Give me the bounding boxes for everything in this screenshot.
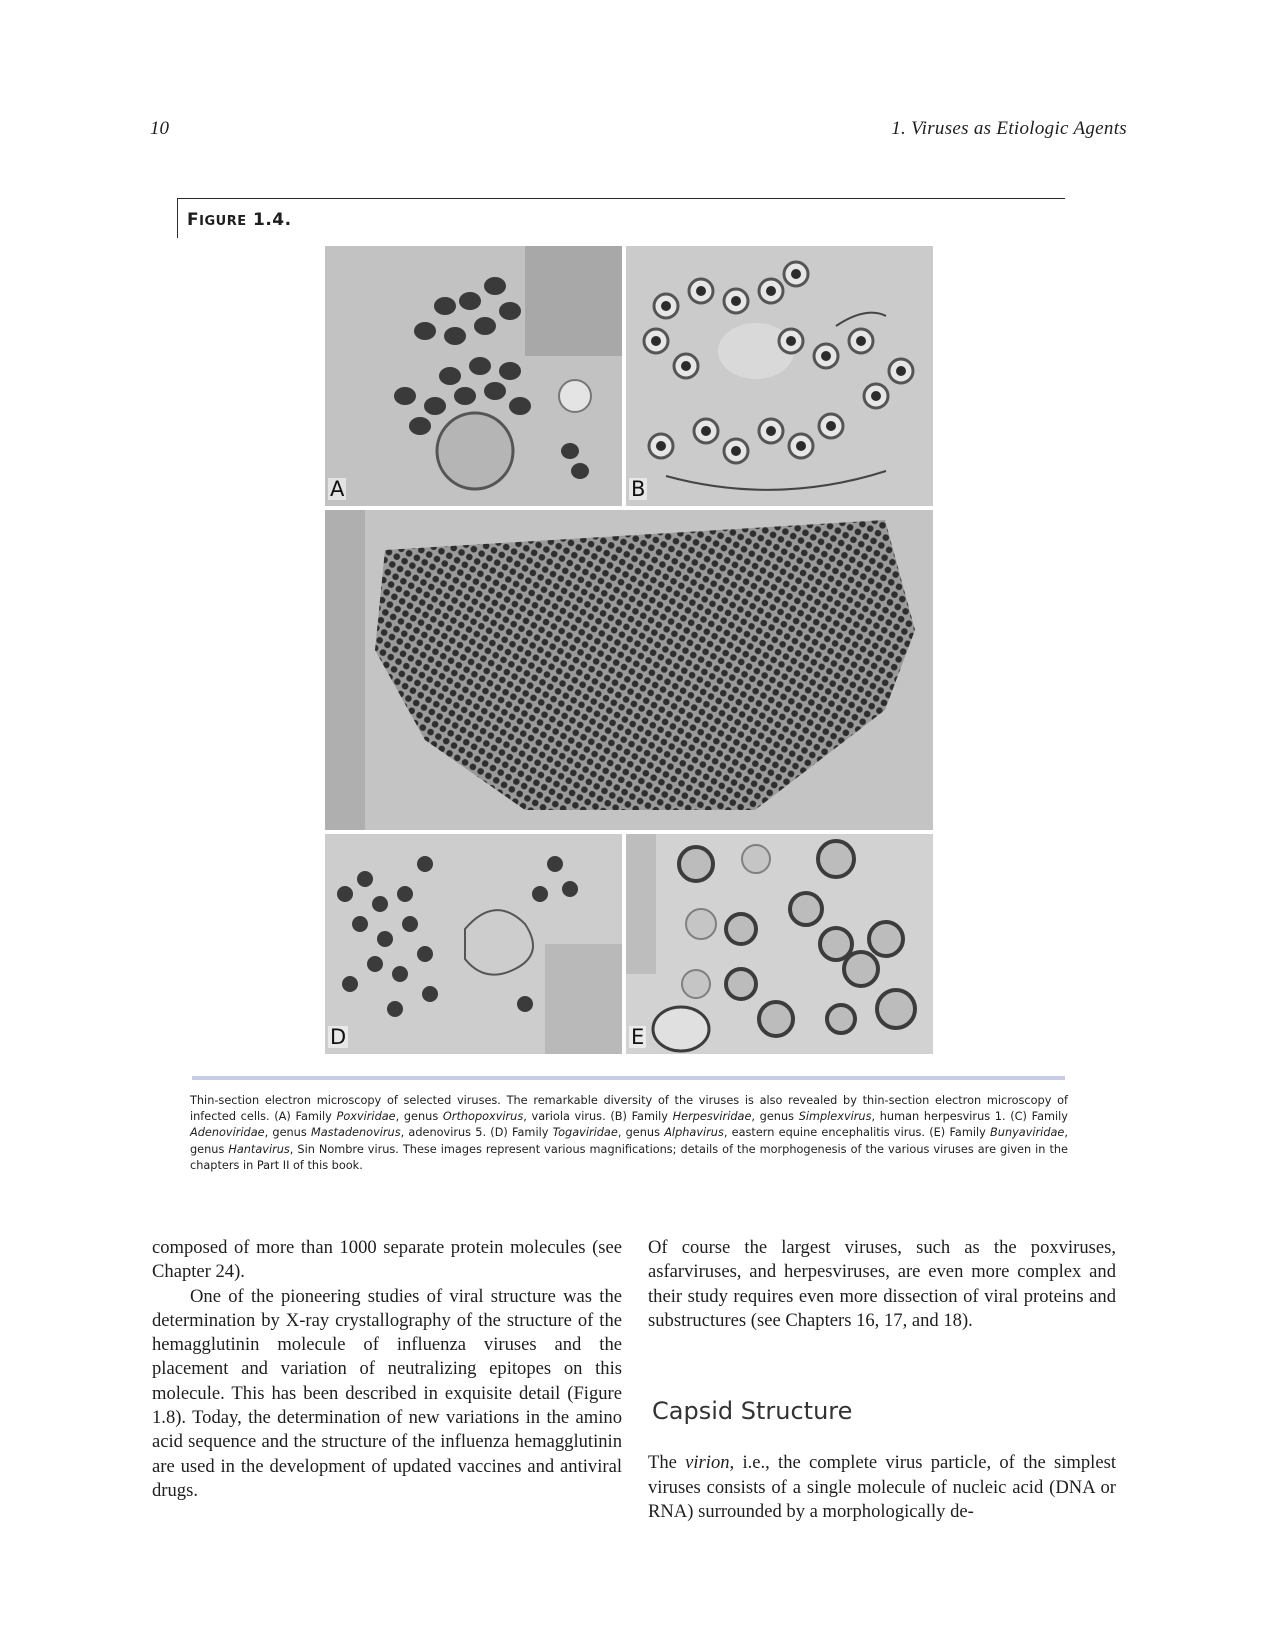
running-head: 1. Viruses as Etiologic Agents [891, 118, 1127, 139]
micrograph-e-image [626, 834, 933, 1054]
micrograph-panel-d [325, 834, 622, 1054]
micrograph-a-image [325, 246, 622, 506]
body-column-right [648, 1236, 1116, 1524]
figure-micrographs [325, 246, 933, 1054]
paragraph: Of course the largest viruses, such as the poxviruses, asfarviruses, and herpesviruses, are even more complex and their study requires even more dissection of viral proteins and substructures (see Chapters 16, 17, and 18). [648, 1237, 1116, 1331]
micrograph-panel-b [626, 246, 933, 506]
panel-letter-d: D [330, 1025, 347, 1049]
micrograph-c-image [325, 510, 933, 830]
paragraph: composed of more than 1000 separate protein molecules (see Chapter 24). [152, 1237, 622, 1283]
body-column-left [152, 1236, 622, 1503]
figure-left-rule [177, 198, 178, 238]
paragraph: The virion, i.e., the complete virus particle, of the simplest viruses consists of a single molecule of nucleic acid (DNA or RNA) surrounded by a morphologically de- [648, 1452, 1116, 1523]
figure-label: FIGURE 1.4. [187, 210, 292, 230]
section-heading: Capsid Structure [652, 1397, 853, 1426]
figure-top-rule [177, 198, 1065, 199]
micrograph-panel-e [626, 834, 933, 1054]
micrograph-panel-a [325, 246, 622, 506]
micrograph-d-image [325, 834, 622, 1054]
panel-letter-b: B [631, 477, 646, 501]
figure-bottom-rule [192, 1076, 1065, 1080]
panel-letter-e: E [631, 1025, 645, 1049]
micrograph-b-image [626, 246, 933, 506]
micrograph-panel-c [325, 510, 933, 830]
page-number: 10 [150, 118, 169, 139]
paragraph: One of the pioneering studies of viral structure was the determination by X-ray crystallography of the structure of the hemagglutinin molecule of influenza viruses and the placement and variation of neutralizing epitopes on this molecule. This has been described in exquisite detail (Figure 1.8). Today, the determination of new variations in the amino acid sequence and the structure of the influenza hemagglutinin are used in the development of updated vaccines and antiviral drugs. [152, 1285, 622, 1501]
figure-caption: Thin-section electron microscopy of selected viruses. The remarkable diversity of the viruses is also revealed by thin-section electron microscopy of infected cells. (A) Family Poxviridae, genus Orthopoxvirus, variola virus. (B) Family Herpesviridae, genus Simplexvirus, human herpesvirus 1. (C) Family Adenoviridae, genus Mastadenovirus, adenovirus 5. (D) Family Togaviridae, genus Alphavirus, eastern equine encephalitis virus. (E) Family Bunyaviridae, genus Hantavirus, Sin Nombre virus. These images represent various magnifications; details of the morphogenesis of the various viruses are given in the chapters in Part II of this book. [190, 1094, 1068, 1172]
panel-letter-a: A [330, 477, 345, 501]
